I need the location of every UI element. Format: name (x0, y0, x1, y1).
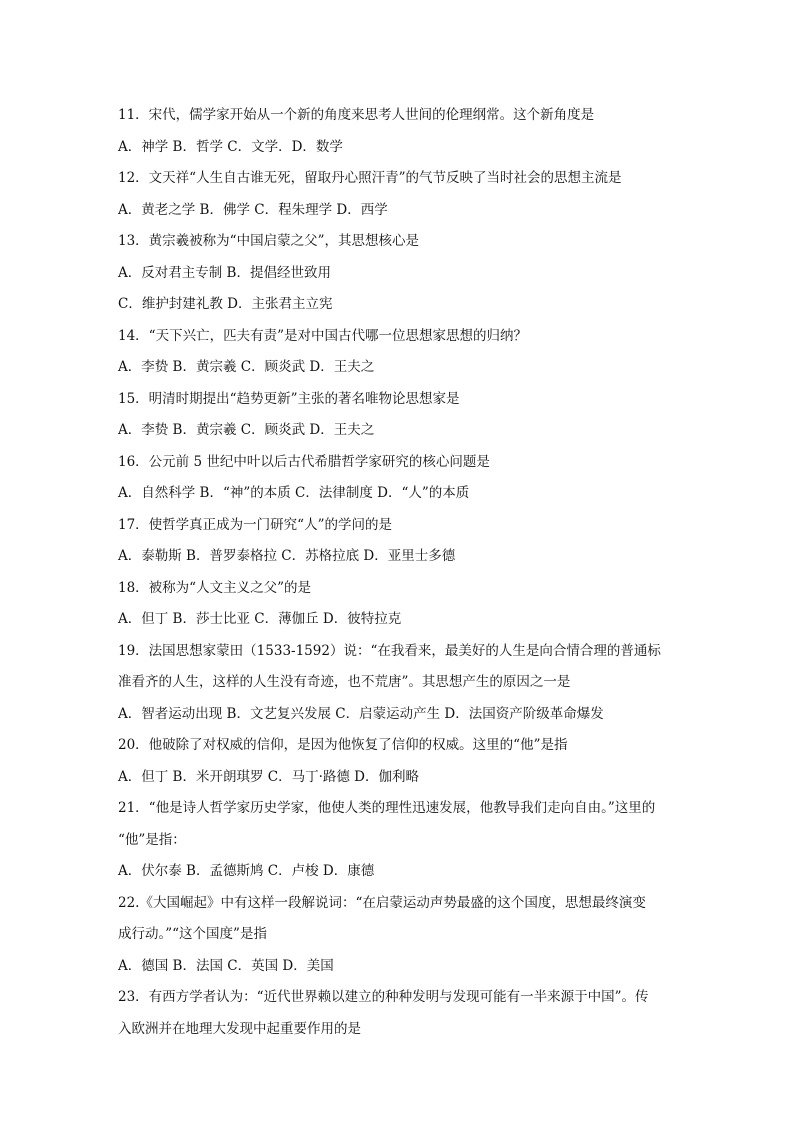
question-14-stem: 14．“天下兴亡，匹夫有责”是对中国古代哪一位思想家思想的归纳？ (118, 327, 527, 344)
question-22-stem-line-2: 成行动。”“这个国度”是指 (118, 926, 267, 942)
question-23-stem-line-2: 入欧洲并在地理大发现中起重要作用的是 (118, 1020, 361, 1037)
question-18-stem: 18．被称为“人文主义之父”的是 (118, 579, 311, 596)
question-16-options: A．自然科学 B．“神”的本质 C．法律制度 D．“人”的本质 (118, 485, 470, 501)
question-15-stem: 15．明清时期提出“趋势更新”主张的著名唯物论思想家是 (118, 390, 460, 407)
question-11-options: A．神学 B．哲学 C．文学．D．数学 (118, 138, 343, 155)
question-16-stem: 16．公元前 5 世纪中叶以后古代希腊哲学家研究的核心问题是 (118, 453, 490, 470)
question-14-options: A．李贽 B．黄宗羲 C．顾炎武 D．王夫之 (118, 359, 375, 375)
question-19-options: A．智者运动出现 B．文艺复兴发展 C．启蒙运动产生 D．法国资产阶级革命爆发 (118, 705, 604, 722)
question-19-stem-line-2: 准看齐的人生，这样的人生没有奇迹，也不荒唐”。其思想产生的原因之一是 (118, 674, 571, 690)
question-21-stem-line-2: “他”是指： (118, 831, 186, 848)
question-11-stem: 11．宋代，儒学家开始从一个新的角度来思考人世间的伦理纲常。这个新角度是 (118, 107, 595, 123)
question-22-options: A．德国 B．法国 C．英国 D．美国 (118, 957, 334, 974)
question-13-stem: 13．黄宗羲被称为“中国启蒙之父”，其思想核心是 (118, 233, 419, 249)
question-17-stem: 17．使哲学真正成为一门研究“人”的学问的是 (118, 516, 392, 533)
question-12-options: A．黄老之学 B．佛学 C．程朱理学 D．西学 (118, 201, 388, 218)
question-20-stem: 20．他破除了对权威的信仰，是因为他恢复了信仰的权威。这里的“他”是指 (118, 737, 568, 753)
question-20-options: A．但丁 B．米开朗琪罗 C．马丁·路德 D．伽利略 (118, 768, 419, 785)
question-22-stem-line-1: 22.《大国崛起》中有这样一段解说词：“在启蒙运动声势最盛的这个国度，思想最终演变 (118, 894, 646, 911)
question-21-options: A．伏尔泰 B．孟德斯鸠 C．卢梭 D．康德 (118, 863, 375, 879)
question-18-options: A．但丁 B．莎士比亚 C．薄伽丘 D．彼特拉克 (118, 611, 402, 627)
question-13-options-cd: C．维护封建礼教 D．主张君主立宪 (118, 296, 333, 312)
question-23-stem-line-1: 23．有西方学者认为：“近代世界赖以建立的种种发明与发现可能有一半来源于中国”。传 (118, 989, 649, 1005)
question-15-options: A．李贽 B．黄宗羲 C．顾炎武 D．王夫之 (118, 422, 375, 438)
question-19-stem-line-1: 19．法国思想家蒙田（1533-1592）说：“在我看来，最美好的人生是向合情合理的普通标 (118, 642, 661, 659)
question-17-options: A．泰勒斯 B．普罗泰格拉 C．苏格拉底 D．亚里士多德 (118, 548, 456, 564)
question-12-stem: 12．文天祥“人生自古谁无死，留取丹心照汗青”的气节反映了当时社会的思想主流是 (118, 170, 622, 186)
question-21-stem-line-1: 21．“他是诗人哲学家历史学家，他使人类的理性迅速发展，他教导我们走向自由。”这里的 (118, 800, 656, 816)
question-list (118, 100, 678, 1045)
question-13-options-ab: A．反对君主专制 B．提倡经世致用 (118, 264, 331, 281)
